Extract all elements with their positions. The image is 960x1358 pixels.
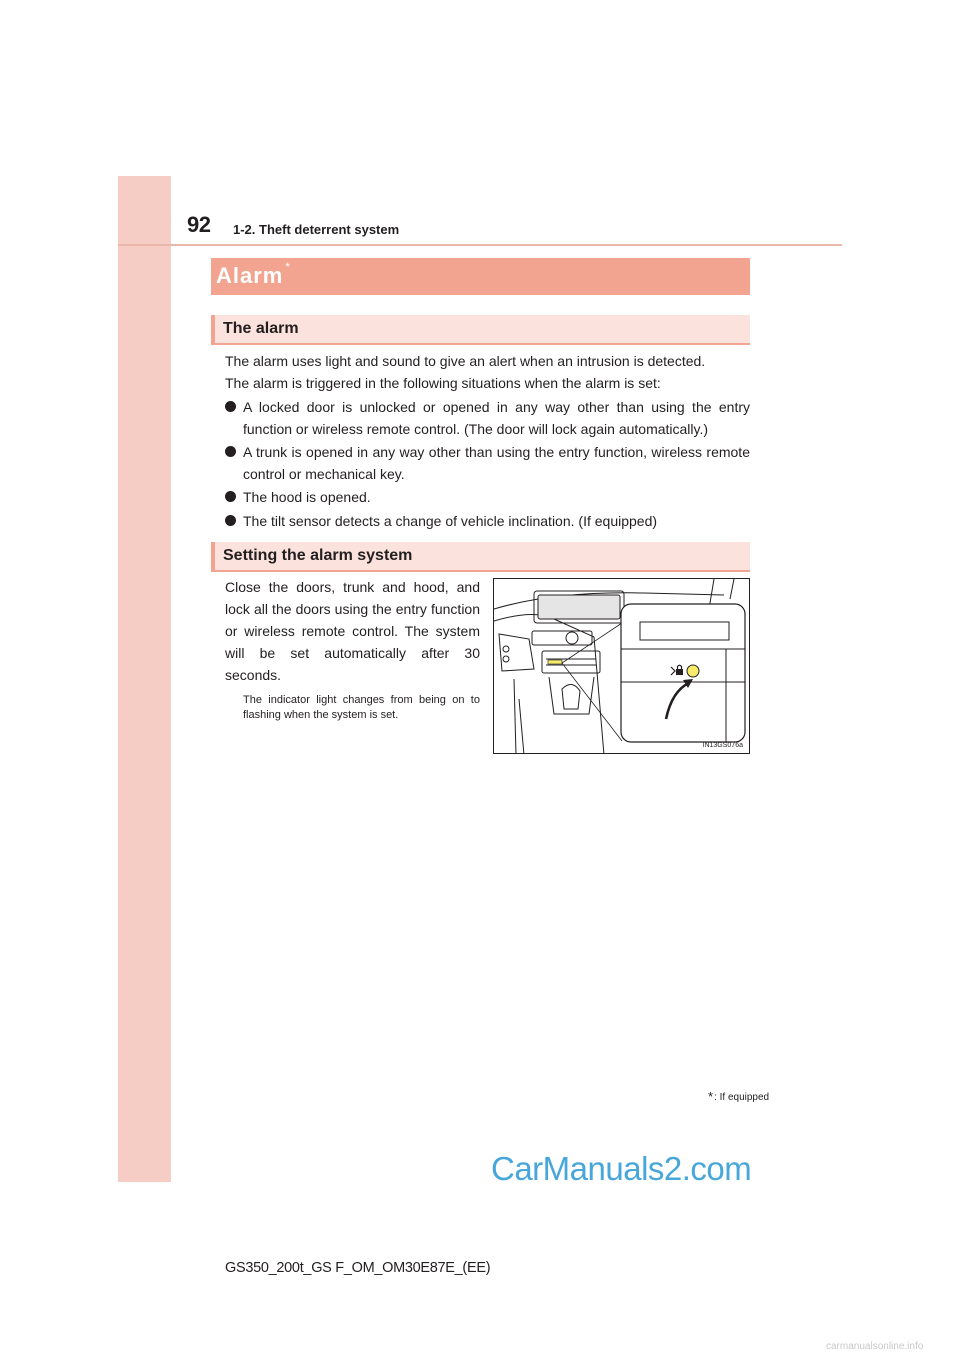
watermark-brand: CarManuals2.com	[491, 1150, 752, 1187]
bullet-text: The tilt sensor detects a change of vehicle inclination. (If equipped)	[243, 513, 658, 529]
intro-line-2: The alarm is triggered in the following situations when the alarm is set:	[225, 375, 661, 391]
security-indicator-light	[687, 665, 699, 677]
footnote-star: *	[708, 1089, 714, 1104]
setting-heading: Setting the alarm system	[223, 547, 413, 564]
bullet-dot-icon	[225, 446, 236, 457]
figure-id: IN13GS076a	[702, 742, 743, 749]
setting-heading-band	[211, 542, 750, 572]
the-alarm-heading: The alarm	[223, 320, 299, 337]
dashboard-illustration	[493, 578, 750, 754]
dashboard-drawing	[494, 579, 750, 754]
setting-body: Close the doors, trunk and hood, and lock all the doors using the entry function or wireless remote control. The system will be set automatically after 30 seconds.	[225, 579, 480, 683]
header-rule	[118, 244, 842, 246]
page-number: 92	[187, 212, 211, 237]
footnote	[708, 1089, 769, 1104]
bullet-text: The hood is opened.	[243, 489, 371, 505]
footnote-text: : If equipped	[714, 1092, 770, 1103]
bullet-dot-icon	[225, 491, 236, 502]
equipped-marker: *	[285, 259, 292, 274]
bullet-item	[225, 441, 750, 485]
main-title-text: Alarm	[216, 263, 284, 288]
bullet-item	[225, 396, 750, 440]
main-title	[216, 259, 292, 289]
bullet-item	[225, 510, 750, 532]
bullet-item	[225, 486, 750, 508]
footer-code: GS350_200t_GS F_OM_OM30E87E_(EE)	[225, 1260, 491, 1276]
the-alarm-heading-band	[211, 315, 750, 345]
section-title: 1-2. Theft deterrent system	[233, 222, 400, 237]
side-strip	[118, 176, 171, 1182]
indicator-highlight	[548, 660, 562, 664]
bullet-text: A locked door is unlocked or opened in any way other than using the entry function or wireless remote control. (The door will lock again automatically.)	[243, 399, 750, 437]
intro-line-1: The alarm uses light and sound to give an alert when an intrusion is detected.	[225, 353, 706, 369]
bullet-text: A trunk is opened in any way other than using the entry function, wireless remote control or mechanical key.	[243, 444, 750, 482]
watermark-site: carmanualsonline.info	[826, 1341, 924, 1352]
bullet-dot-icon	[225, 515, 236, 526]
bullet-dot-icon	[225, 401, 236, 412]
main-title-band	[211, 258, 750, 295]
setting-note: The indicator light changes from being on to flashing when the system is set.	[243, 694, 480, 721]
